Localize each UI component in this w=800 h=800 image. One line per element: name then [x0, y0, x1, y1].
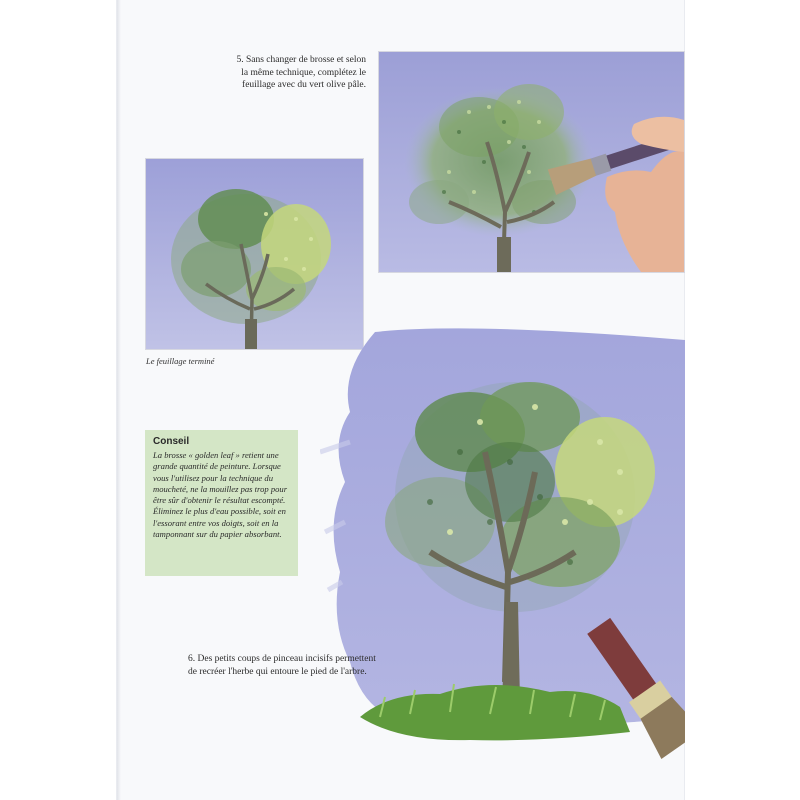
- tip-box: [145, 430, 298, 576]
- caption-step-6: 6. Des petits coups de pinceau incisifs permettent de recréer l'herbe qui entoure le pied de l'arbre.: [188, 654, 376, 677]
- tip-title: Conseil: [153, 436, 190, 447]
- photo-step-5-painting: [379, 52, 684, 272]
- page-gutter: [117, 0, 121, 800]
- photo-step-6-painting: [320, 322, 685, 767]
- caption-step-5: 5. Sans changer de brosse et selon la même technique, complétez le feuillage avec du vert olive pâle.: [236, 55, 366, 90]
- tip-body: La brosse « golden leaf » retient une grande quantité de peinture. Lorsque vous l'utilisez pour la technique du moucheté, ne la mouillez pas trop pour être sûr d'obtenir le résultat escompté. Éliminez le plus d'eau possible, soit en l'essorant entre vos doigts, soit en la tamponnant sur du papier absorbant.: [153, 450, 288, 540]
- photo-finished-foliage: [146, 159, 363, 349]
- caption-finished-foliage: Le feuillage terminé: [146, 356, 215, 366]
